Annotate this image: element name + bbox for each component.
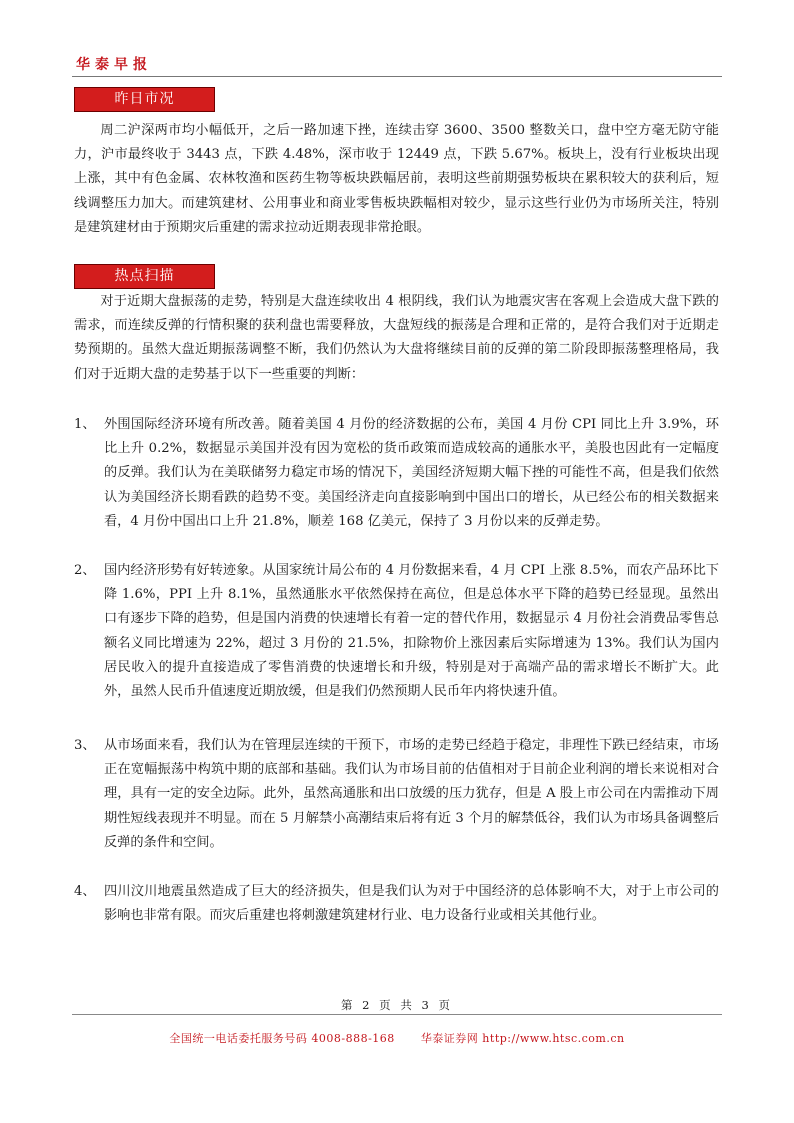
list-item-number: 4、	[74, 884, 96, 899]
list-item-text: 外围国际经济环境有所改善。随着美国 4 月份的经济数据的公布，美国 4 月份 CPI 同比上升 3.9%，环比上升 0.2%，数据显示美国并没有因为宽松的货币政策而造成较高的通胀水平，美股也因此有一定幅度的反弹。我们认为在美联储努力稳定市场的情况下，美国经济短期大幅下挫的可能性不高，但是我们依然认为美国经济长期看跌的趋势不变。美国经济走向直接影响到中国出口的增长，从已经公布的相关数据来看，4 月份中国出口上升 21.8%，顺差 168 亿美元，保持了 3 月份以来的反弹走势。	[104, 417, 719, 529]
list-item	[74, 734, 719, 855]
list-item-text: 从市场面来看，我们认为在管理层连续的干预下，市场的走势已经趋于稳定，非理性下跌已经结束，市场正在宽幅振荡中构筑中期的底部和基础。我们认为市场目前的估值相对于目前企业利润的增长来说相对合理，具有一定的安全边际。此外，虽然高通胀和出口放缓的压力犹存，但是 A 股上市公司在内需推动下周期性短线表现并不明显。而在 5 月解禁小高潮结束后将有近 3 个月的解禁低谷，我们认为市场具备调整后反弹的条件和空间。	[104, 738, 719, 850]
header-divider	[72, 76, 722, 77]
list-item	[74, 413, 719, 534]
footer-hotline: 全国统一电话委托服务号码 4008-888-168	[169, 1032, 395, 1045]
footer-contact	[0, 1030, 794, 1046]
footer-divider	[72, 1014, 722, 1015]
section-heading-hot-topics: 热点扫描	[74, 264, 215, 289]
market-review-paragraph: 周二沪深两市均小幅低开，之后一路加速下挫，连续击穿 3600、3500 整数关口，盘中空方毫无防守能力，沪市最终收于 3443 点，下跌 4.48%，深市收于 12449 点，下跌 5.67%。板块上，没有行业板块出现上涨，其中有色金属、农林牧渔和医药生物等板块跌幅居前，表明这些前期强势板块在累积较大的获利后，短线调整压力加大。而建筑建材、公用事业和商业零售板块跌幅相对较少，显示这些行业仍为市场所关注，特别是建筑建材由于预期灾后重建的需求拉动近期表现非常抢眼。	[74, 123, 719, 235]
list-item-number: 3、	[74, 738, 96, 753]
list-item-number: 1、	[74, 417, 96, 432]
list-item-number: 2、	[74, 563, 96, 578]
footer-website: 华泰证券网 http://www.htsc.com.cn	[420, 1032, 625, 1045]
list-item-text: 国内经济形势有好转迹象。从国家统计局公布的 4 月份数据来看，4 月 CPI 上涨 8.5%，而农产品环比下降 1.6%，PPI 上升 8.1%，虽然通胀水平依然保持在高位，但是总体水平下降的趋势已经显现。虽然出口有逐步下降的趋势，但是国内消费的快速增长有着一定的替代作用，数据显示 4 月份社会消费品零售总额名义同比增速为 22%，超过 3 月份的 21.5%，扣除物价上涨因素后实际增速为 13%。我们认为国内居民收入的提升直接造成了零售消费的快速增长和升级，特别是对于高端产品的需求增长不断扩大。此外，虽然人民币升值速度近期放缓，但是我们仍然预期人民币年内将快速升值。	[104, 563, 719, 700]
page-number: 第 2 页 共 3 页	[341, 998, 453, 1012]
list-item	[74, 559, 719, 704]
hot-topics-intro-paragraph: 对于近期大盘振荡的走势，特别是大盘连续收出 4 根阴线，我们认为地震灾害在客观上会造成大盘下跌的需求，而连续反弹的行情积聚的获利盘也需要释放，大盘短线的振荡是合理和正常的，是符合我们对于近期走势预期的。虽然大盘近期振荡调整不断，我们仍然认为大盘将继续目前的反弹的第二阶段即振荡整理格局，我们对于近期大盘的走势基于以下一些重要的判断：	[74, 294, 719, 382]
report-title: 华泰早报	[76, 57, 152, 73]
list-item	[74, 880, 719, 928]
list-item-text: 四川汶川地震虽然造成了巨大的经济损失，但是我们认为对于中国经济的总体影响不大，对于上市公司的影响也非常有限。而灾后重建也将刺激建筑建材行业、电力设备行业或相关其他行业。	[104, 884, 719, 924]
section-heading-market-review: 昨日市况	[74, 87, 215, 112]
